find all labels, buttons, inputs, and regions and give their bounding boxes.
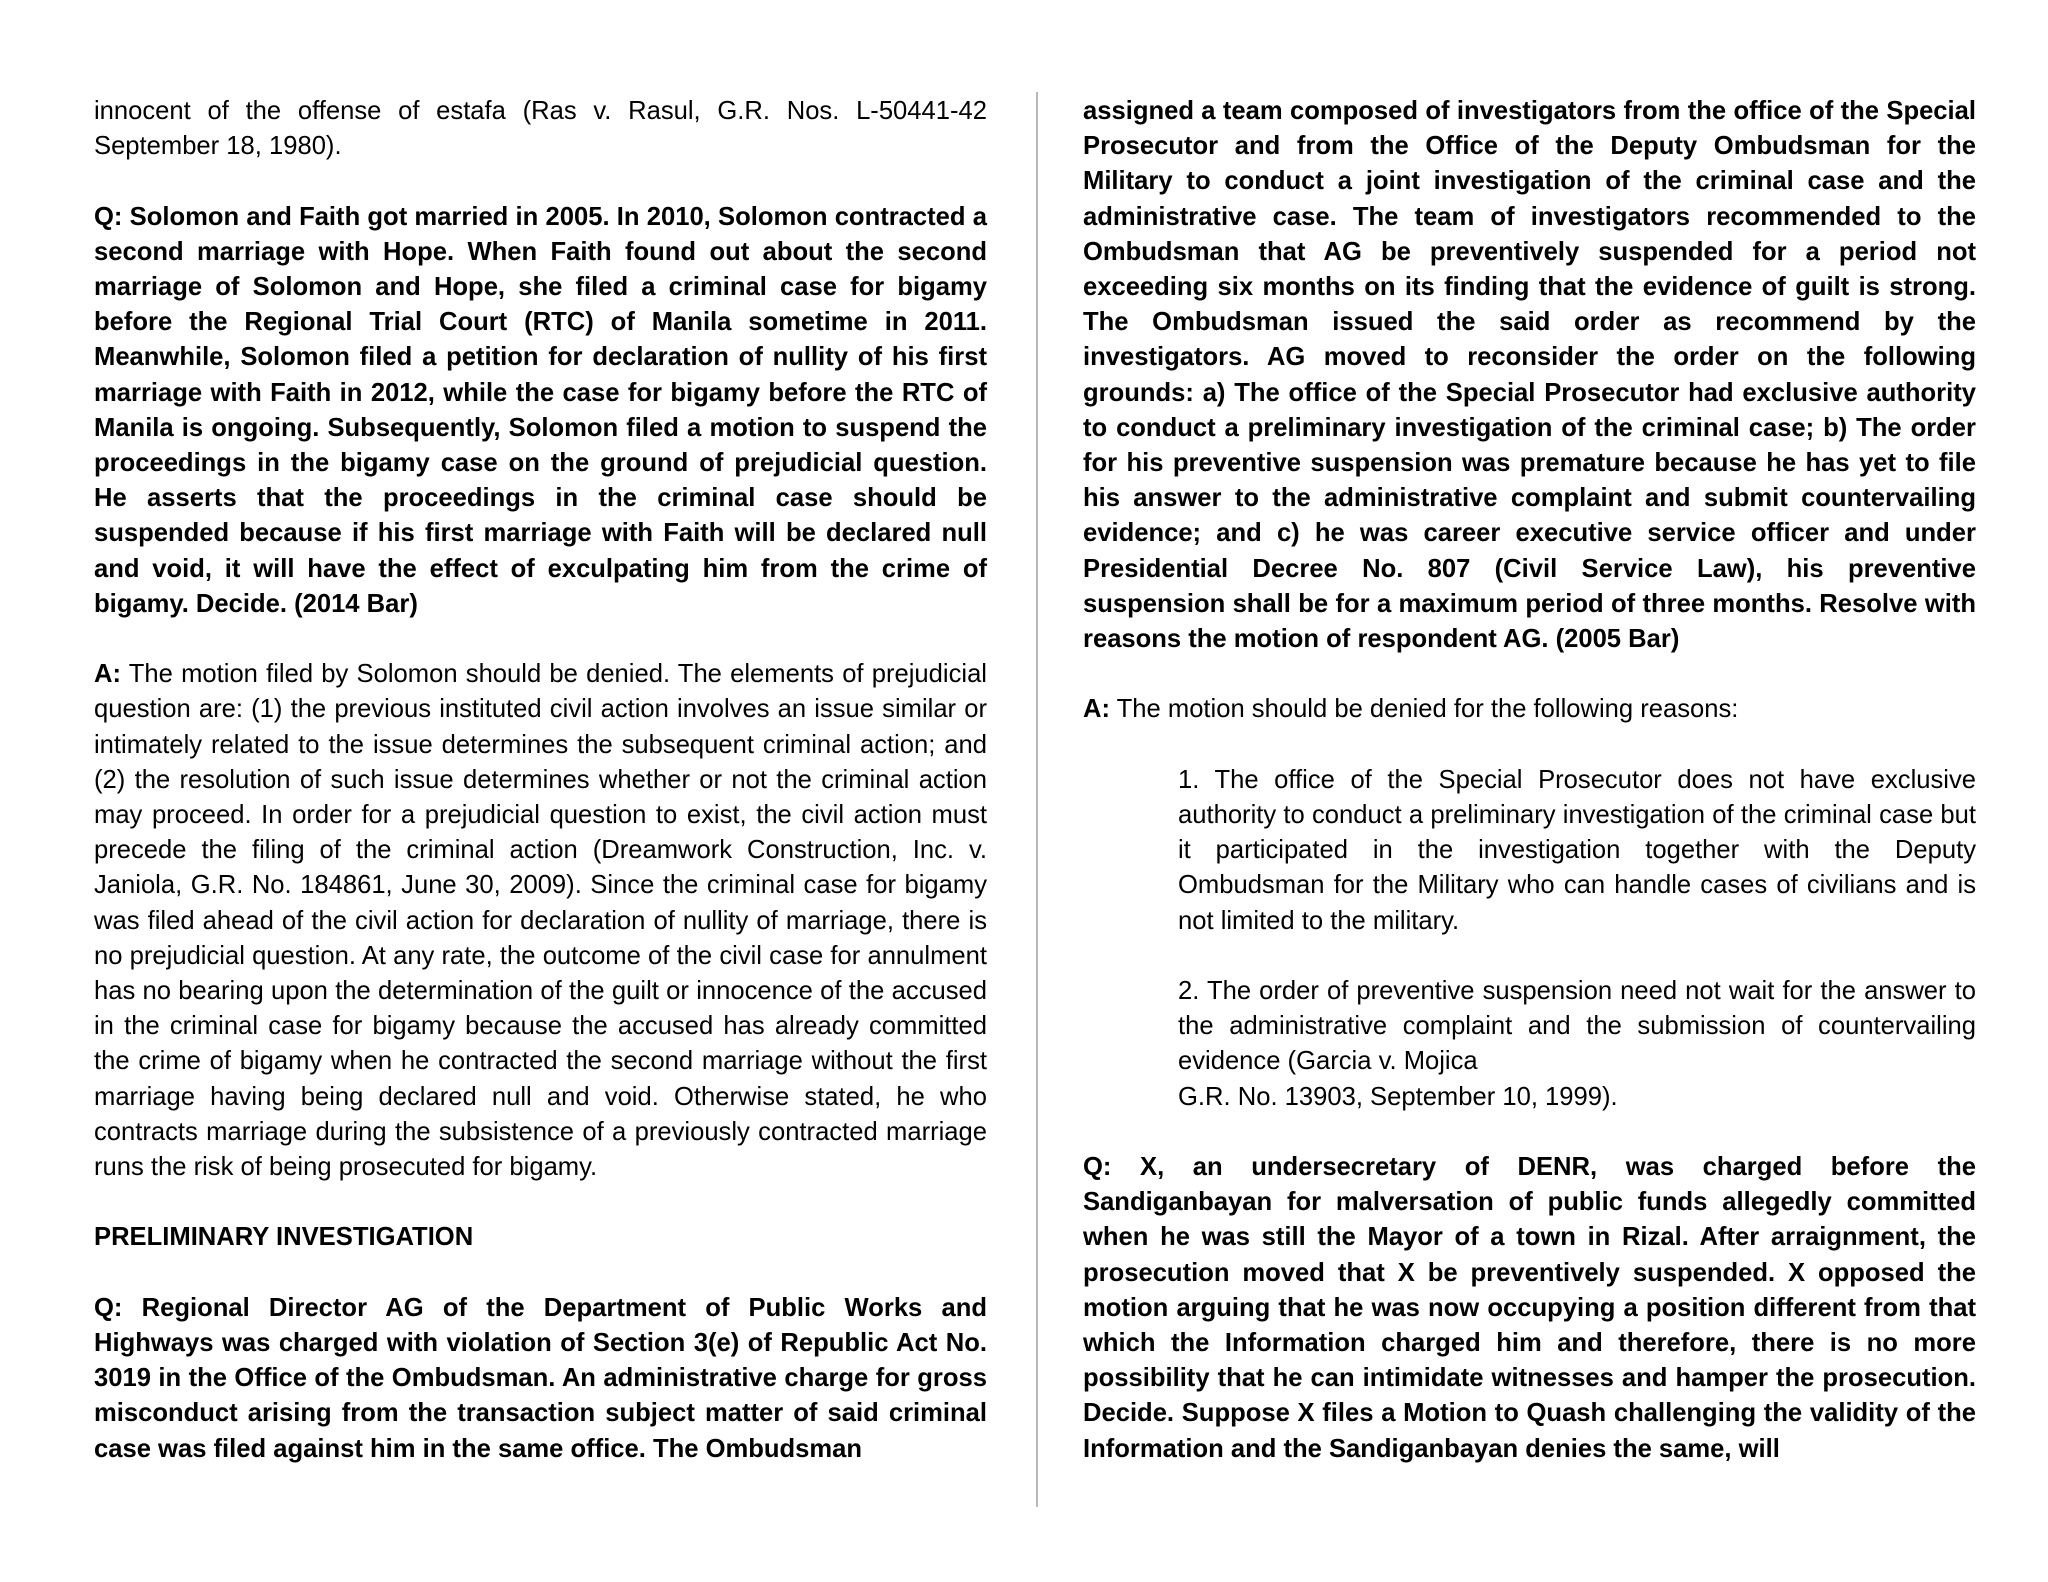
column-divider [1036,92,1038,1507]
intro-continuation: innocent of the offense of estafa (Ras v. Rasul, G.R. Nos. L-50441-42 September 18, 1980). [94,97,987,161]
reason-2-line-2: G.R. No. 13903, September 10, 1999). [1178,1082,1618,1111]
reason-2-line-1: 2. The order of preventive suspension need not wait for the answer to the administrative complaint and the submission of countervailing evidence (Garcia v. Mojica [1178,977,1976,1076]
question-bigamy: Q: Solomon and Faith got married in 2005. In 2010, Solomon contracted a second marriage with Hope. When Faith found out about the second marriage of Solomon and Hope, she filed a criminal case for bigamy before the Regional Trial Court (RTC) of Manila sometime in 2011. Meanwhile, Solomon filed a petition for declaration of nullity of his first marriage with Faith in 2012, while the case for bigamy before the RTC of Manila is ongoing. Subsequently, Solomon filed a motion to suspend the proceedings in the bigamy case on the ground of prejudicial question. He asserts that the proceedings in the criminal case should be suspended because if his first marriage with Faith will be declared null and void, it will have the effect of exculpating him from the crime of bigamy. Decide. (2014 Bar) [94,202,987,618]
answer-label: A: [1083,695,1111,724]
section-heading: PRELIMINARY INVESTIGATION [94,1223,474,1252]
answer-text: The motion filed by Solomon should be denied. The elements of prejudicial question are: (1) the previous instituted civil action involves an issue similar or intimately related to the issue determines the subsequent criminal action; and (2) the resolution of such issue determines whether or not the criminal action may proceed. In order for a prejudicial question to exist, the civil action must precede the filing of the criminal action (Dreamwork Construction, Inc. v. Janiola, G.R. No. 184861, June 30, 2009). Since the criminal case for bigamy was filed ahead of the civil action for declaration of nullity of marriage, there is no prejudicial question. At any rate, the outcome of the civil case for annulment has no bearing upon the determination of the guilt or innocence of the accused in the criminal case for bigamy because the accused has already committed the crime of bigamy when he contracted the second marriage without the first marriage having being declared null and void. Otherwise stated, he who contracts marriage during the subsistence of a previously contracted marriage runs the risk of being prosecuted for bigamy. [94,660,987,1182]
question-preventive-suspension: Q: X, an undersecretary of DENR, was charged before the Sandiganbayan for malversation of public funds allegedly committed when he was still the Mayor of a town in Rizal. After arraignment, the prosecution moved that X be preventively suspended. X opposed the motion arguing that he was now occupying a position different from that which the Information charged him and therefore, there is no more possibility that he can intimidate witnesses and hamper the prosecution. Decide. Suppose X files a Motion to Quash challenging the validity of the Information and the Sandiganbayan denies the same, will [1083,1153,1976,1463]
reason-1: 1. The office of the Special Prosecutor does not have exclusive authority to conduct a preliminary investigation of the criminal case but it participated in the investigation together with the Deputy Ombudsman for the Military who can handle cases of civilians and is not limited to the military. [1178,765,1976,935]
answer-label: A: [94,660,122,689]
reason-2 [1178,974,1976,1115]
answer-preliminary-investigation [1083,692,1976,727]
left-column [94,94,987,1467]
question-preliminary-investigation: Q: Regional Director AG of the Department of Public Works and Highways was charged with violation of Section 3(e) of Republic Act No. 3019 in the Office of the Ombudsman. An administrative charge for gross misconduct arising from the transaction subject matter of said criminal case was filed against him in the same office. The Ombudsman [94,1293,987,1463]
answer-bigamy [94,657,987,1185]
question-continuation: assigned a team composed of investigators from the office of the Special Prosecutor and from the Office of the Deputy Ombudsman for the Military to conduct a joint investigation of the criminal case and the administrative case. The team of investigators recommended to the Ombudsman that AG be preventively suspended for a period not exceeding six months on its finding that the evidence of guilt is strong. The Ombudsman issued the said order as recommend by the investigators. AG moved to reconsider the order on the following grounds: a) The office of the Special Prosecutor had exclusive authority to conduct a preliminary investigation of the criminal case; b) The order for his preventive suspension was premature because he has yet to file his answer to the administrative complaint and submit countervailing evidence; and c) he was career executive service officer and under Presidential Decree No. 807 (Civil Service Law), his preventive suspension shall be for a maximum period of three months. Resolve with reasons the motion of respondent AG. (2005 Bar) [1083,97,1976,654]
answer-text: The motion should be denied for the following reasons: [1110,695,1739,724]
right-column [1083,94,1976,1467]
